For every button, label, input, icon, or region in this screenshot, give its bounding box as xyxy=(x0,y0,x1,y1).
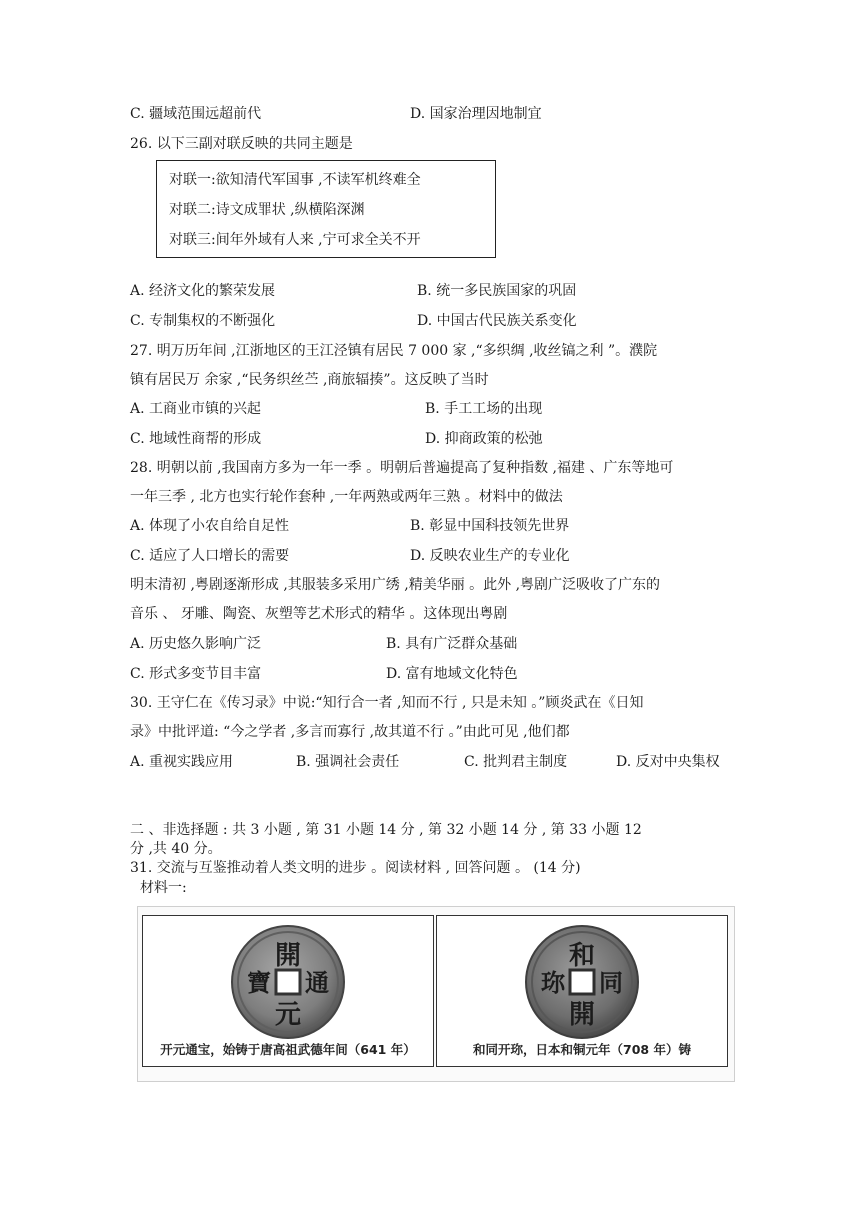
coin1-char-bottom: 元 xyxy=(274,1000,302,1030)
coin2-caption: 和同开珎，日本和铜元年（708 年）铸 xyxy=(473,1042,691,1057)
q29-option-a: A. 历史悠久影响广泛 xyxy=(130,636,262,652)
q29-stem-line1: 明末清初 ,粤剧逐渐形成 ,其服装多采用广绣 ,精美华丽 。此外 ,粤剧广泛吸收了广东的 xyxy=(130,577,661,593)
q30-option-a: A. 重视实践应用 xyxy=(130,754,234,770)
q27-option-c: C. 地域性商帮的形成 xyxy=(130,431,262,447)
q30-stem-line2: 录》中批评道: “今之学者 ,多言而寡行 ,故其道不行 。”由此可见 ,他们都 xyxy=(130,724,570,740)
coin2-char-top: 和 xyxy=(568,941,596,971)
q31-material-label: 材料一: xyxy=(140,880,187,896)
q30-option-b: B. 强调社会责任 xyxy=(296,754,400,770)
q27-option-d: D. 抑商政策的松弛 xyxy=(425,431,543,447)
section2-heading-line1: 二 、非选择题 : 共 3 小题 , 第 31 小题 14 分 , 第 32 小题 14 分 , 第 33 小题 12 xyxy=(130,822,642,838)
q31-stem: 31. 交流与互鉴推动着人类文明的进步 。阅读材料 , 回答问题 。 (14 分) xyxy=(130,860,581,876)
q26-option-a: A. 经济文化的繁荣发展 xyxy=(130,283,276,299)
wadokaichin-coin-icon xyxy=(524,924,640,1040)
couplet-2: 对联二:诗文成罪状 ,纵横陷深渊 xyxy=(169,202,365,218)
section2-heading-line2: 分 ,共 40 分。 xyxy=(130,841,222,857)
q29-option-c: C. 形式多变节目丰富 xyxy=(130,666,262,682)
q30-option-c: C. 批判君主制度 xyxy=(464,754,568,770)
coin1-char-left: 寶 xyxy=(247,968,271,997)
q28-option-a: A. 体现了小农自给自足性 xyxy=(130,518,290,534)
coin1-char-right: 通 xyxy=(305,968,329,997)
coin1-char-top: 開 xyxy=(274,941,302,971)
coin-panel-kaiyuan xyxy=(142,915,434,1067)
coin-comparison-figure xyxy=(137,906,735,1082)
q26-option-d: D. 中国古代民族关系变化 xyxy=(417,313,577,329)
couplet-3: 对联三:间年外域有人来 ,宁可求全关不开 xyxy=(169,232,421,248)
coin1-caption: 开元通宝，始铸于唐高祖武德年间（641 年） xyxy=(160,1042,416,1057)
q26-stem: 26. 以下三副对联反映的共同主题是 xyxy=(130,136,353,152)
q28-option-d: D. 反映农业生产的专业化 xyxy=(410,548,570,564)
q27-stem-line1: 27. 明万历年间 ,江浙地区的王江泾镇有居民 7 000 家 ,“多织绸 ,收丝镐之利 ”。濮院 xyxy=(130,343,658,359)
q25-option-d: D. 国家治理因地制宜 xyxy=(410,106,542,122)
q25-option-c: C. 疆域范围远超前代 xyxy=(130,106,262,122)
kaiyuan-coin-icon xyxy=(230,924,346,1040)
q28-option-c: C. 适应了人口增长的需要 xyxy=(130,548,290,564)
q29-option-d: D. 富有地域文化特色 xyxy=(386,666,518,682)
q26-option-c: C. 专制集权的不断强化 xyxy=(130,313,276,329)
q29-stem-line2: 音乐 、 牙雕、陶瓷、灰塑等艺术形式的精华 。这体现出粤剧 xyxy=(130,606,508,622)
coin2-char-right: 同 xyxy=(599,968,623,997)
q29-option-b: B. 具有广泛群众基础 xyxy=(386,636,518,652)
q30-stem-line1: 30. 王守仁在《传习录》中说:“知行合一者 ,知而不行 , 只是未知 。”顾炎武在《日知 xyxy=(130,695,644,711)
q27-stem-line2: 镇有居民万 余家 ,“民务织丝苎 ,商旅辐揍”。这反映了当时 xyxy=(130,372,489,388)
couplet-box xyxy=(156,160,496,258)
q27-option-a: A. 工商业市镇的兴起 xyxy=(130,401,262,417)
q30-option-d: D. 反对中央集权 xyxy=(616,754,720,770)
q26-option-b: B. 统一多民族国家的巩固 xyxy=(417,283,577,299)
q28-stem-line1: 28. 明朝以前 ,我国南方多为一年一季 。明朝后普遍提高了复种指数 ,福建 、广东等地可 xyxy=(130,460,674,476)
coin2-char-left: 珎 xyxy=(541,968,565,997)
couplet-1: 对联一:欲知清代军国事 ,不读军机终难全 xyxy=(169,172,421,188)
q27-option-b: B. 手工工场的出现 xyxy=(425,401,543,417)
q28-option-b: B. 彰显中国科技领先世界 xyxy=(410,518,570,534)
q28-stem-line2: 一年三季 , 北方也实行轮作套种 ,一年两熟或两年三熟 。材料中的做法 xyxy=(130,489,563,505)
coin-panel-wadokaichin xyxy=(436,915,728,1067)
coin2-char-bottom: 開 xyxy=(568,1000,596,1030)
